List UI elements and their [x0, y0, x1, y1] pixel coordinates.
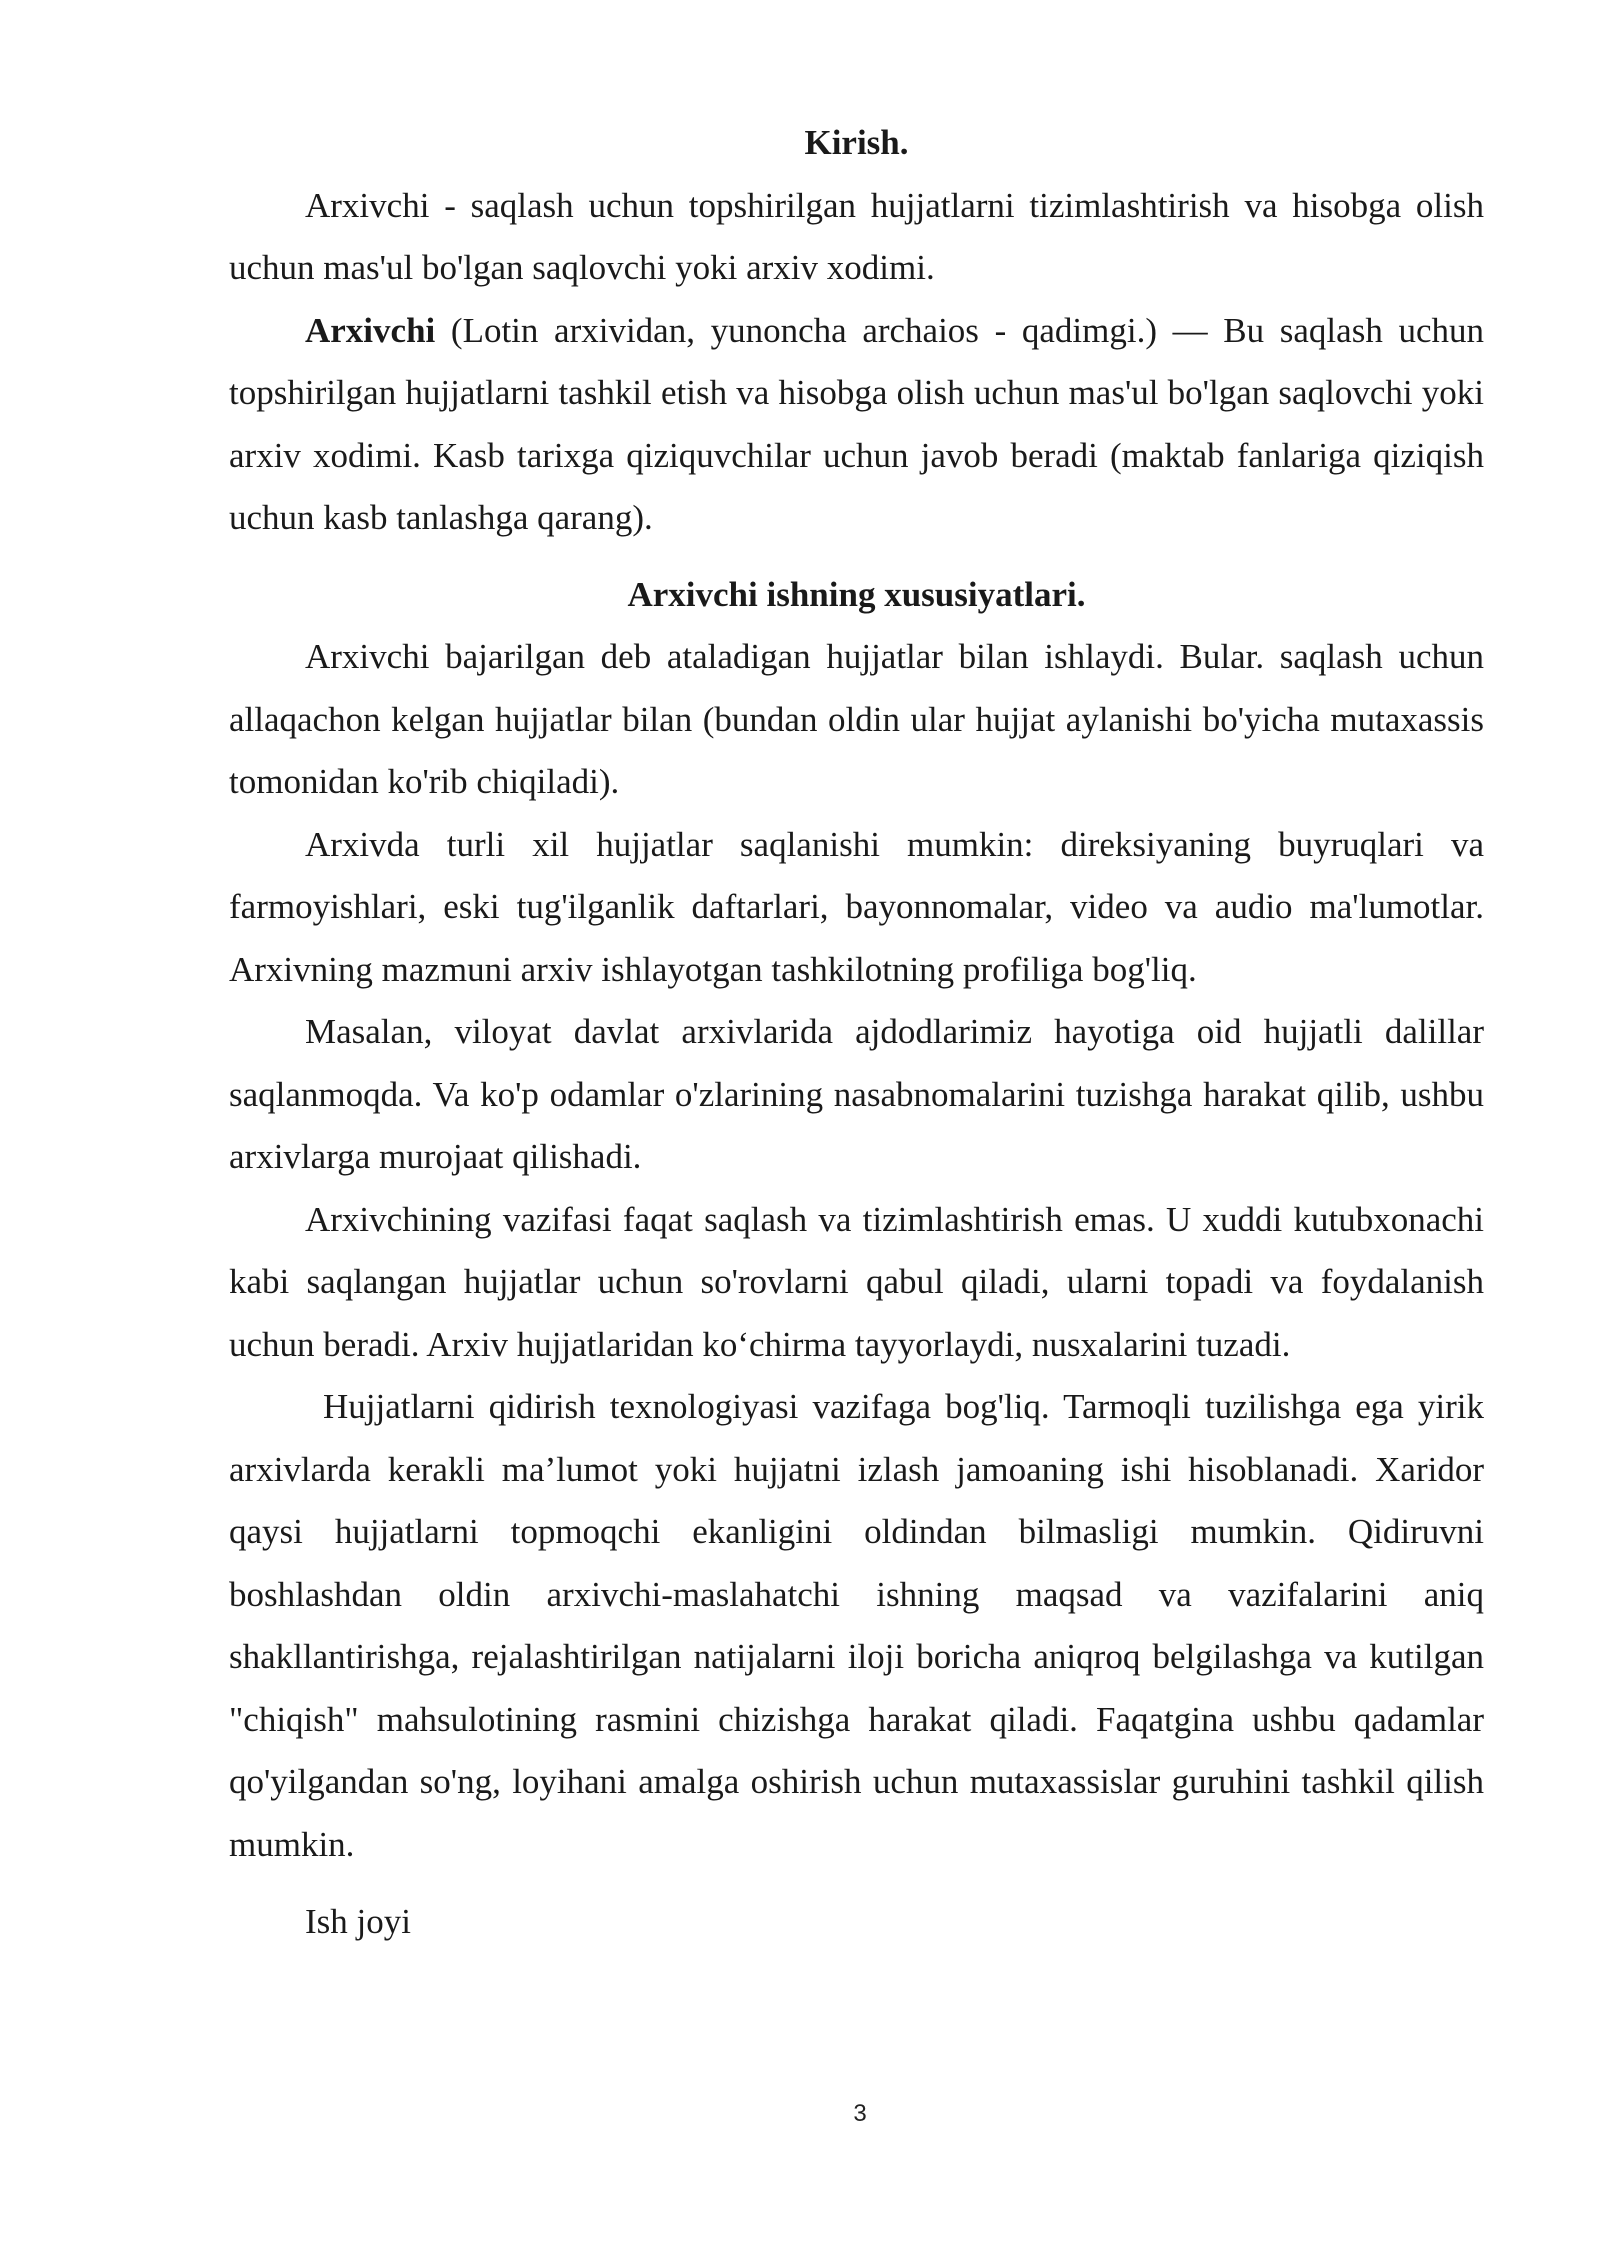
page-body — [229, 112, 1484, 1954]
paragraph-executed-documents: Arxivchi bajarilgan deb ataladigan hujjatlar bilan ishlaydi. Bular. saqlash uchun allaqachon kelgan hujjatlar bilan (bundan oldin ular hujjat aylanishi bo'yicha mutaxassis tomonidan ko'rib chiqiladi). — [229, 637, 1484, 801]
heading-introduction: Kirish. — [804, 123, 909, 162]
page-number: 3 — [853, 2100, 867, 2127]
etymology-text: (Lotin arxividan, yunoncha archaios - qadimgi.) — Bu saqlash uchun topshirilgan hujjatlarni tashkil etish va hisobga olish uchun mas'ul bo'lgan saqlovchi yoki arxiv xodimi. Kasb tarixga qiziquvchilar uchun javob beradi (maktab fanlariga qiziqish uchun kasb tanlashga qarang). — [229, 310, 1484, 537]
term-archivist: Arxivchi — [305, 310, 436, 350]
paragraph-regional-archives: Masalan, viloyat davlat arxivlarida ajdodlarimiz hayotiga oid hujjatli dalillar saqlanmoqda. Va ko'p odamlar o'zlarining nasabnomalarini tuzishga harakat qilib, ushbu arxivlarga murojaat qilishadi. — [229, 1012, 1484, 1176]
paragraph-archivist-definition: Arxivchi - saqlash uchun topshirilgan hujjatlarni tizimlashtirish va hisobga olish uchun mas'ul bo'lgan saqlovchi yoki arxiv xodimi. — [229, 185, 1484, 287]
paragraph-search-technology: Hujjatlarni qidirish texnologiyasi vazifaga bog'liq. Tarmoqli tuzilishga ega yirik arxivlarda kerakli ma’lumot yoki hujjatni izlash jamoaning ishi hisoblanadi. Xaridor qaysi hujjatlarni topmoqchi ekanligini oldindan bilmasligi mumkin. Qidiruvni boshlashdan oldin arxivchi-maslahatchi ishning maqsad va vazifalarini aniq shakllantirishga, rejalashtirilgan natijalarni iloji boricha aniqroq belgilashga va kutilgan "chiqish" mahsulotining rasmini chizishga harakat qiladi. Faqatgina ushbu qadamlar qo'yilgandan so'ng, loyihani amalga oshirish uchun mutaxassislar guruhini tashkil qilish mumkin. — [229, 1387, 1484, 1864]
paragraph-document-types: Arxivda turli xil hujjatlar saqlanishi mumkin: direksiyaning buyruqlari va farmoyishlari, eski tug'ilganlik daftarlari, bayonnomalar, video va audio ma'lumotlar. Arxivning mazmuni arxiv ishlayotgan tashkilotning profiliga bog'liq. — [229, 824, 1484, 989]
paragraph-workplace: Ish joyi — [305, 1902, 411, 1941]
paragraph-archivist-etymology — [229, 300, 1484, 550]
paragraph-archivist-duties: Arxivchining vazifasi faqat saqlash va tizimlashtirish emas. U xuddi kutubxonachi kabi saqlangan hujjatlar uchun so'rovlarni qabul qiladi, ularni topadi va foydalanish uchun beradi. Arxiv hujjatlaridan koʻchirma tayyorlaydi, nusxalarini tuzadi. — [229, 1199, 1484, 1364]
heading-work-features: Arxivchi ishning xususiyatlari. — [627, 574, 1086, 614]
